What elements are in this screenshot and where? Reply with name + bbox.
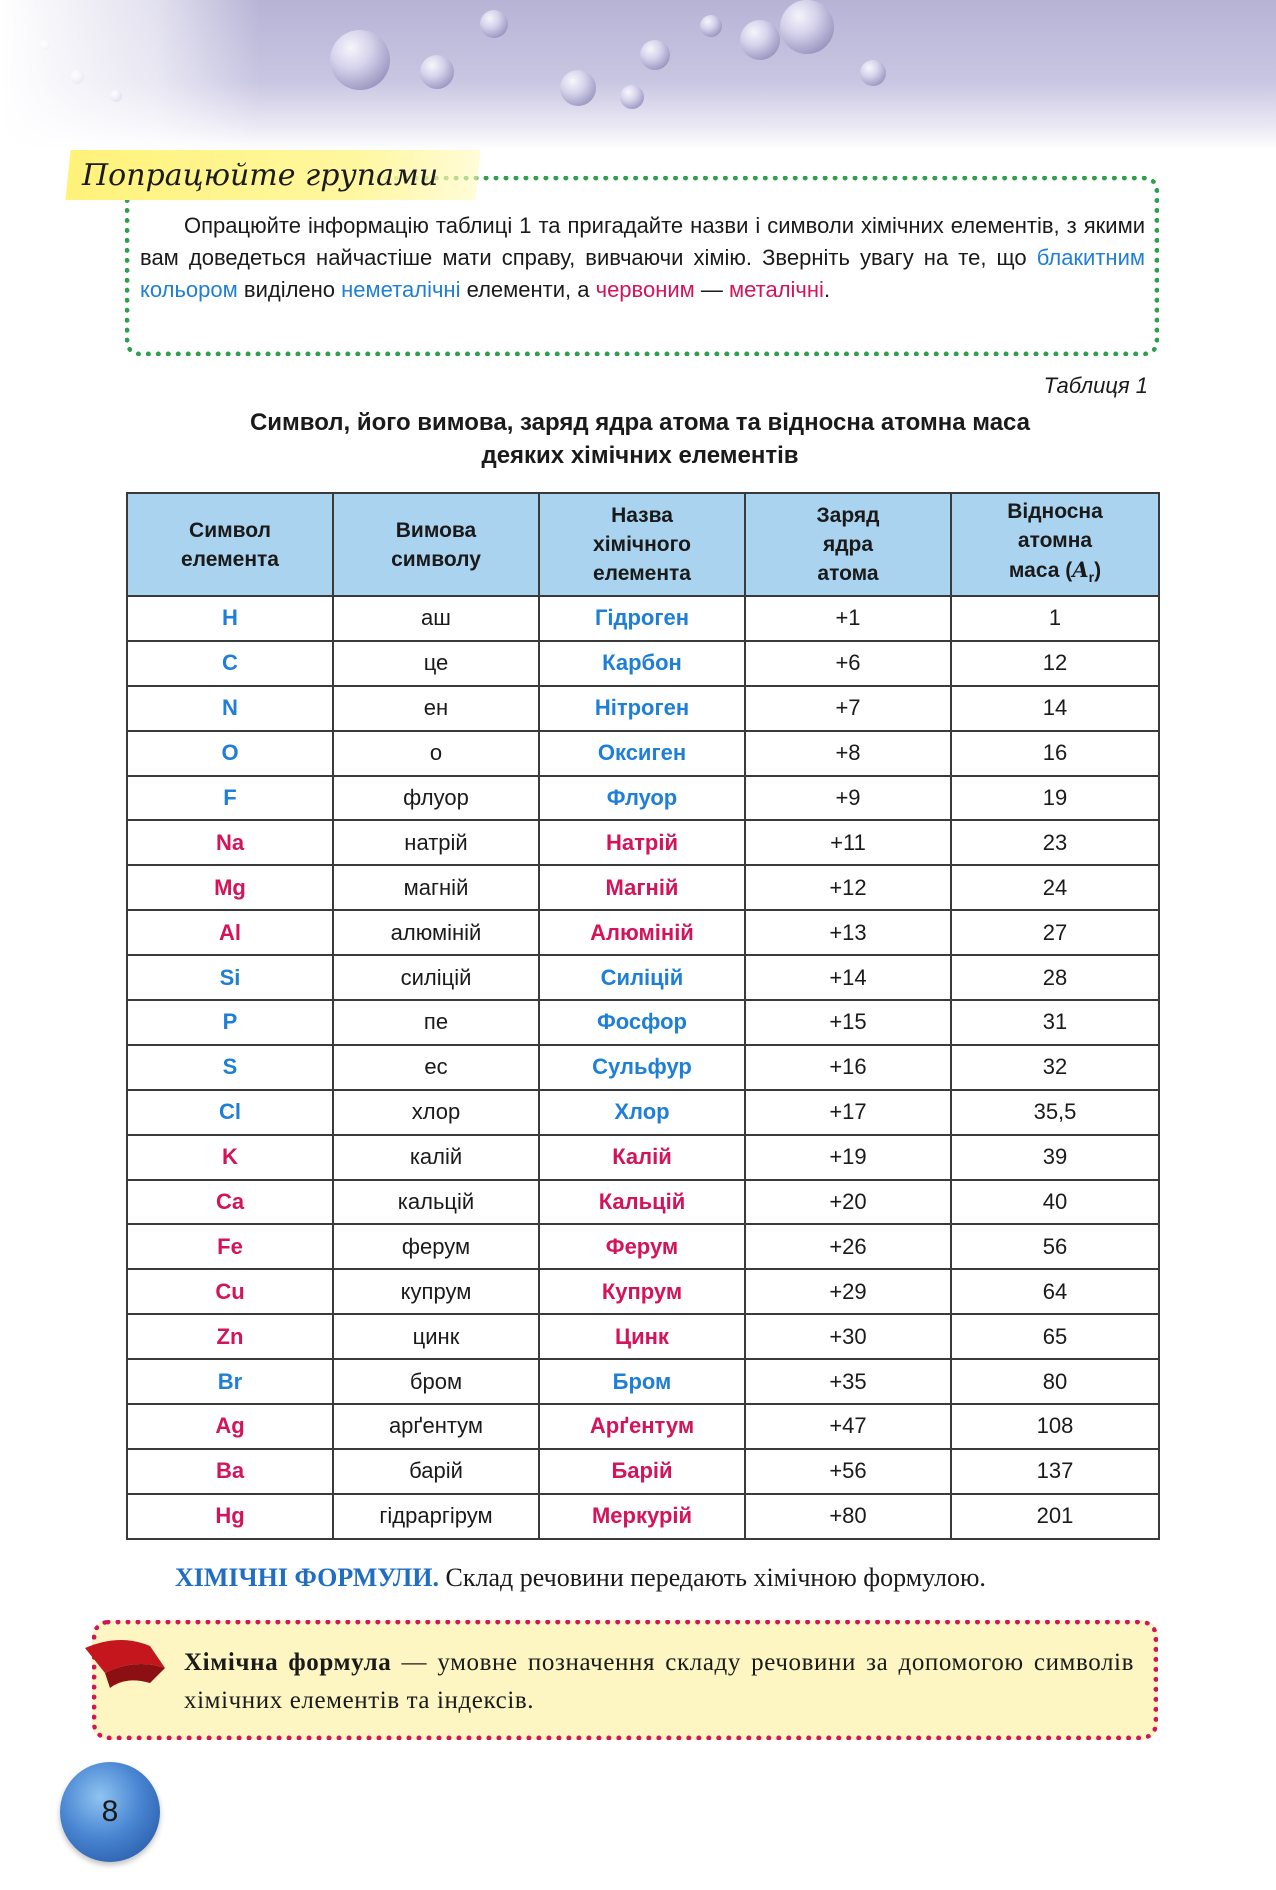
cell-pronunciation: алюміній (333, 910, 539, 955)
cell-charge: +80 (745, 1494, 951, 1539)
header-pronunciation: Вимова символу (333, 493, 539, 596)
table-body (127, 596, 1159, 1539)
cell-mass: 23 (951, 820, 1159, 865)
cell-symbol: C (127, 641, 333, 686)
cell-charge: +56 (745, 1449, 951, 1494)
cell-mass: 40 (951, 1180, 1159, 1225)
cell-symbol: Br (127, 1359, 333, 1404)
cell-name: Фосфор (539, 1000, 745, 1045)
cell-mass: 80 (951, 1359, 1159, 1404)
cell-symbol: Ba (127, 1449, 333, 1494)
cell-pronunciation: цинк (333, 1314, 539, 1359)
cell-symbol: H (127, 596, 333, 641)
cell-charge: +7 (745, 686, 951, 731)
cell-mass: 35,5 (951, 1090, 1159, 1135)
cell-name: Хлор (539, 1090, 745, 1135)
table-row (127, 820, 1159, 865)
table-row (127, 1359, 1159, 1404)
task-title: Попрацюйте групами (82, 158, 439, 193)
header-symbol: Символ елемента (127, 493, 333, 596)
cell-mass: 56 (951, 1224, 1159, 1269)
cell-symbol: Ca (127, 1180, 333, 1225)
cell-mass: 24 (951, 865, 1159, 910)
cell-symbol: S (127, 1045, 333, 1090)
cell-symbol: Cu (127, 1269, 333, 1314)
cell-symbol: N (127, 686, 333, 731)
table-row (127, 955, 1159, 1000)
cell-charge: +9 (745, 776, 951, 821)
cell-pronunciation: арґентум (333, 1404, 539, 1449)
cell-symbol: P (127, 1000, 333, 1045)
cell-pronunciation: магній (333, 865, 539, 910)
elements-table (126, 492, 1160, 1540)
cell-pronunciation: о (333, 731, 539, 776)
table-row (127, 776, 1159, 821)
cell-name: Карбон (539, 641, 745, 686)
cell-mass: 31 (951, 1000, 1159, 1045)
cell-charge: +16 (745, 1045, 951, 1090)
formula-line: ХІМІЧНІ ФОРМУЛИ. Склад речовини передають хімічною формулою. (175, 1563, 986, 1592)
cell-symbol: Ag (127, 1404, 333, 1449)
cell-pronunciation: ес (333, 1045, 539, 1090)
table-row (127, 686, 1159, 731)
cell-charge: +14 (745, 955, 951, 1000)
cell-name: Нітроген (539, 686, 745, 731)
ribbon-icon (80, 1628, 170, 1698)
cell-mass: 14 (951, 686, 1159, 731)
table-row (127, 596, 1159, 641)
cell-charge: +6 (745, 641, 951, 686)
table-row (127, 731, 1159, 776)
cell-symbol: Mg (127, 865, 333, 910)
cell-name: Натрій (539, 820, 745, 865)
table-row (127, 1000, 1159, 1045)
cell-pronunciation: натрій (333, 820, 539, 865)
cell-name: Силіцій (539, 955, 745, 1000)
cell-name: Кальцій (539, 1180, 745, 1225)
cell-symbol: Fe (127, 1224, 333, 1269)
table-row (127, 1090, 1159, 1135)
cell-charge: +47 (745, 1404, 951, 1449)
table-title: Символ, його вимова, заряд ядра атома та відносна атомна маса деяких хімічних елементів (249, 409, 1031, 469)
cell-charge: +30 (745, 1314, 951, 1359)
cell-pronunciation: гідраргірум (333, 1494, 539, 1539)
cell-name: Барій (539, 1449, 745, 1494)
cell-symbol: K (127, 1135, 333, 1180)
cell-mass: 28 (951, 955, 1159, 1000)
cell-pronunciation: барій (333, 1449, 539, 1494)
formula-heading: ХІМІЧНІ ФОРМУЛИ. (175, 1563, 440, 1592)
cell-mass: 27 (951, 910, 1159, 955)
cell-name: Ферум (539, 1224, 745, 1269)
cell-mass: 108 (951, 1404, 1159, 1449)
table-row (127, 1224, 1159, 1269)
cell-pronunciation: силіцій (333, 955, 539, 1000)
cell-mass: 1 (951, 596, 1159, 641)
cell-mass: 64 (951, 1269, 1159, 1314)
table-row (127, 1269, 1159, 1314)
table-row (127, 1135, 1159, 1180)
cell-name: Калій (539, 1135, 745, 1180)
table-row (127, 1494, 1159, 1539)
cell-mass: 201 (951, 1494, 1159, 1539)
cell-symbol: Cl (127, 1090, 333, 1135)
cell-mass: 12 (951, 641, 1159, 686)
definition-term: Хімічна формула (184, 1649, 392, 1676)
table-row (127, 910, 1159, 955)
cell-symbol: Si (127, 955, 333, 1000)
cell-name: Меркурій (539, 1494, 745, 1539)
cell-charge: +11 (745, 820, 951, 865)
task-text: Опрацюйте інформацію таблиці 1 та пригадайте назви і символи хімічних елементів, з якими вам доведеться найчастіше мати справу, вивчаючи хімію. Зверніть увагу на те, що блакитним кольором виділено неметалічні елементи, а червоним — металічні. (140, 213, 1145, 302)
cell-name: Бром (539, 1359, 745, 1404)
table-row (127, 865, 1159, 910)
header-name: Назва хімічного елемента (539, 493, 745, 596)
table-header-row (127, 493, 1159, 596)
cell-charge: +17 (745, 1090, 951, 1135)
cell-charge: +26 (745, 1224, 951, 1269)
cell-charge: +35 (745, 1359, 951, 1404)
cell-mass: 16 (951, 731, 1159, 776)
cell-mass: 39 (951, 1135, 1159, 1180)
cell-mass: 19 (951, 776, 1159, 821)
cell-pronunciation: це (333, 641, 539, 686)
cell-pronunciation: аш (333, 596, 539, 641)
cell-name: Арґентум (539, 1404, 745, 1449)
cell-mass: 65 (951, 1314, 1159, 1359)
cell-symbol: Na (127, 820, 333, 865)
nonmetal-word: неметалічні (341, 277, 461, 302)
cell-symbol: O (127, 731, 333, 776)
cell-symbol: Hg (127, 1494, 333, 1539)
cell-mass: 32 (951, 1045, 1159, 1090)
table-row (127, 1449, 1159, 1494)
cell-mass: 137 (951, 1449, 1159, 1494)
cell-name: Цинк (539, 1314, 745, 1359)
cell-symbol: Zn (127, 1314, 333, 1359)
cell-pronunciation: хлор (333, 1090, 539, 1135)
cell-charge: +12 (745, 865, 951, 910)
table-caption: Таблиця 1 (1043, 373, 1148, 398)
cell-pronunciation: калій (333, 1135, 539, 1180)
cell-pronunciation: флуор (333, 776, 539, 821)
cell-name: Флуор (539, 776, 745, 821)
table-row (127, 1180, 1159, 1225)
definition-text: Хімічна формула — умовне позначення складу речовини за допомогою символів хімічних елементів та індексів. (184, 1649, 1134, 1714)
cell-charge: +19 (745, 1135, 951, 1180)
red-word: червоним (595, 277, 695, 302)
cell-pronunciation: ферум (333, 1224, 539, 1269)
cell-name: Алюміній (539, 910, 745, 955)
header-decoration (0, 0, 1276, 150)
cell-charge: +1 (745, 596, 951, 641)
blue-phrase: блакитним кольором (140, 245, 1145, 302)
cell-charge: +29 (745, 1269, 951, 1314)
cell-charge: +20 (745, 1180, 951, 1225)
header-charge: Заряд ядра атома (745, 493, 951, 596)
table-row (127, 1314, 1159, 1359)
cell-pronunciation: бром (333, 1359, 539, 1404)
cell-charge: +8 (745, 731, 951, 776)
cell-pronunciation: пе (333, 1000, 539, 1045)
cell-name: Сульфур (539, 1045, 745, 1090)
cell-pronunciation: ен (333, 686, 539, 731)
cell-name: Оксиген (539, 731, 745, 776)
cell-symbol: Al (127, 910, 333, 955)
table-row (127, 1404, 1159, 1449)
table-row (127, 641, 1159, 686)
table-row (127, 1045, 1159, 1090)
cell-charge: +15 (745, 1000, 951, 1045)
cell-name: Гідроген (539, 596, 745, 641)
cell-pronunciation: купрум (333, 1269, 539, 1314)
header-mass: Відносна атомна маса $(A_r)$ (951, 493, 1159, 596)
cell-name: Магній (539, 865, 745, 910)
page-number: 8 (101, 1795, 119, 1828)
cell-charge: +13 (745, 910, 951, 955)
cell-pronunciation: кальцій (333, 1180, 539, 1225)
cell-symbol: F (127, 776, 333, 821)
metal-word: металічні (729, 277, 824, 302)
cell-name: Купрум (539, 1269, 745, 1314)
